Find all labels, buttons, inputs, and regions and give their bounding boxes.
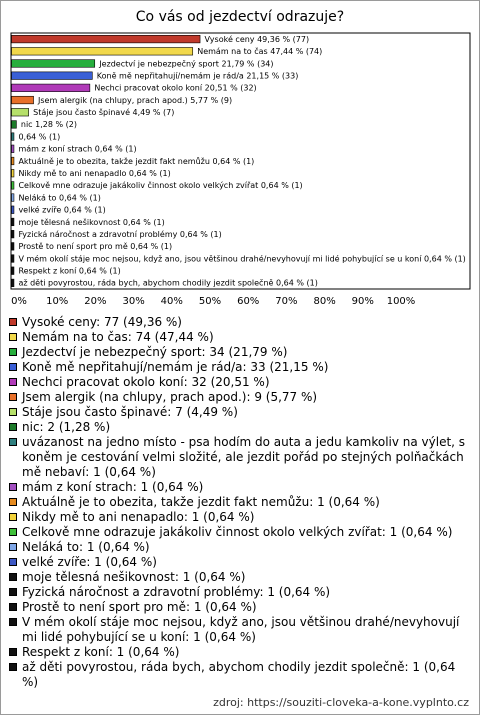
bar-label: Jezdectví je nebezpečný sport 21,79 % (34) — [99, 59, 274, 69]
tick-label: 100% — [386, 296, 416, 307]
legend-label: nic: 2 (1,28 %) — [22, 420, 111, 434]
legend-item — [9, 315, 471, 330]
bar — [12, 243, 14, 251]
legend-item — [9, 615, 471, 645]
legend-label: V mém okolí stáje moc nejsou, když ano, jsou většinou drahé/nevyhovují mi lidé pohybující se u koní: 1 (0,64 %) — [22, 615, 460, 644]
bar-label: Nechci pracovat okolo koní 20,51 % (32) — [94, 83, 257, 93]
legend-swatch — [9, 648, 17, 656]
legend-label: Koně mě nepřitahují/nemám je rád/a: 33 (21,15 %) — [22, 360, 329, 374]
legend-item — [9, 360, 471, 375]
bar — [12, 218, 14, 226]
legend-label: Fyzická náročnost a zdravotní problémy: 1 (0,64 %) — [22, 585, 331, 599]
bar-chart — [1, 1, 479, 313]
bar — [12, 255, 14, 263]
legend-swatch — [9, 348, 17, 356]
source-note: zdroj: https://souziti-cloveka-a-kone.vyplnto.cz — [213, 696, 469, 709]
legend-item — [9, 570, 471, 585]
chart-title: Co vás od jezdectví odrazuje? — [135, 9, 345, 25]
legend-label: Prostě to není sport pro mě: 1 (0,64 %) — [22, 600, 257, 614]
bar — [12, 84, 90, 92]
bar — [12, 96, 34, 104]
legend-item — [9, 600, 471, 615]
bar-label: Nemám na to čas 47,44 % (74) — [197, 47, 323, 57]
bar — [12, 60, 95, 68]
legend-label: až děti povyrostou, ráda bych, abychom chodily jezdit společně: 1 (0,64 %) — [22, 660, 456, 689]
bar-label: Fyzická náročnost a zdravotní problémy 0,64 % (1) — [18, 229, 222, 239]
bar-label: Neláká to 0,64 % (1) — [18, 193, 101, 203]
legend-label: velké zvíře: 1 (0,64 %) — [22, 555, 157, 569]
legend-swatch — [9, 423, 17, 431]
bar — [12, 206, 14, 214]
legend-swatch — [9, 498, 17, 506]
legend-item — [9, 555, 471, 570]
tick-label: 30% — [122, 296, 145, 307]
legend-item — [9, 510, 471, 525]
bar — [12, 182, 14, 190]
bar-label: nic 1,28 % (2) — [20, 120, 77, 130]
bar-label: moje tělesná nešikovnost 0,64 % (1) — [18, 217, 165, 227]
legend-item — [9, 660, 471, 690]
tick-label: 90% — [351, 296, 374, 307]
bar-label: Jsem alergik (na chlupy, prach apod.) 5,77 % (9) — [38, 95, 233, 105]
legend-swatch — [9, 363, 17, 371]
legend-label: Neláká to: 1 (0,64 %) — [22, 540, 150, 554]
legend-label: Vysoké ceny: 77 (49,36 %) — [22, 315, 182, 329]
legend-swatch — [9, 513, 17, 521]
legend-swatch — [9, 333, 17, 341]
legend — [9, 315, 471, 690]
legend-label: Jezdectví je nebezpečný sport: 34 (21,79 %) — [22, 345, 288, 359]
tick-label: 20% — [84, 296, 107, 307]
bar — [12, 35, 201, 43]
legend-swatch — [9, 528, 17, 536]
legend-swatch — [9, 588, 17, 596]
legend-label: Nemám na to čas: 74 (47,44 %) — [22, 330, 214, 344]
legend-label: Respekt z koní: 1 (0,64 %) — [22, 645, 180, 659]
tick-label: 80% — [313, 296, 336, 307]
bar — [12, 108, 29, 116]
bar — [12, 267, 14, 275]
legend-item — [9, 495, 471, 510]
legend-item — [9, 390, 471, 405]
legend-item — [9, 330, 471, 345]
legend-item — [9, 420, 471, 435]
legend-swatch — [9, 618, 17, 626]
legend-swatch — [9, 603, 17, 611]
legend-label: mám z koní strach: 1 (0,64 %) — [22, 480, 204, 494]
legend-item — [9, 645, 471, 660]
legend-swatch — [9, 378, 17, 386]
bar — [12, 133, 14, 141]
bar-label: Aktuálně je to obezita, takže jezdit fakt nemůžu 0,64 % (1) — [18, 156, 255, 166]
legend-label: Aktuálně je to obezita, takže jezdit fakt nemůžu: 1 (0,64 %) — [22, 495, 380, 509]
legend-swatch — [9, 558, 17, 566]
bar — [12, 72, 93, 80]
legend-item — [9, 405, 471, 420]
bar-label: Respekt z koní 0,64 % (1) — [18, 266, 121, 276]
legend-swatch — [9, 408, 17, 416]
legend-label: Nechci pracovat okolo koní: 32 (20,51 %) — [22, 375, 270, 389]
bar-label: velké zvíře 0,64 % (1) — [18, 205, 106, 215]
bar-label: Stáje jsou často špinavé 4,49 % (7) — [33, 108, 175, 118]
bar-label: 0,64 % (1) — [18, 132, 61, 142]
bar-label: V mém okolí stáje moc nejsou, když ano, jsou většinou drahé/nevyhovují mi lidé pohybující se u koní 0,64 % (1) — [18, 254, 466, 264]
legend-item — [9, 525, 471, 540]
legend-swatch — [9, 393, 17, 401]
tick-label: 70% — [275, 296, 298, 307]
bar-label: až děti povyrostou, ráda bych, abychom chodily jezdit společně 0,64 % (1) — [18, 278, 318, 288]
legend-item — [9, 375, 471, 390]
bar — [12, 157, 14, 165]
bar-label: Celkově mne odrazuje jakákoliv činnost okolo velkých zvířat 0,64 % (1) — [18, 181, 303, 191]
legend-label: moje tělesná nešikovnost: 1 (0,64 %) — [22, 570, 246, 584]
tick-label: 50% — [198, 296, 222, 307]
tick-label: 60% — [237, 296, 260, 307]
bar-label: Nikdy mě to ani nenapadlo 0,64 % (1) — [18, 168, 171, 178]
tick-label: 10% — [46, 296, 69, 307]
legend-item — [9, 540, 471, 555]
bar — [12, 230, 14, 238]
bar — [12, 279, 14, 287]
legend-label: Stáje jsou často špinavé: 7 (4,49 %) — [22, 405, 238, 419]
legend-item — [9, 345, 471, 360]
legend-swatch — [9, 663, 17, 671]
legend-label: Celkově mne odrazuje jakákoliv činnost okolo velkých zvířat: 1 (0,64 %) — [22, 525, 453, 539]
bar-label: Koně mě nepřitahují/nemám je rád/a 21,15 % (33) — [96, 71, 299, 81]
bar-label: Vysoké ceny 49,36 % (77) — [204, 34, 310, 44]
legend-item — [9, 435, 471, 480]
legend-swatch — [9, 438, 17, 446]
bar — [12, 169, 14, 177]
tick-label: 0% — [11, 296, 27, 307]
bar — [12, 48, 193, 56]
bar — [12, 145, 14, 153]
legend-label: Jsem alergik (na chlupy, prach apod.): 9 (5,77 %) — [22, 390, 318, 404]
legend-item — [9, 480, 471, 495]
legend-swatch — [9, 483, 17, 491]
legend-swatch — [9, 543, 17, 551]
tick-label: 40% — [160, 296, 183, 307]
legend-swatch — [9, 318, 17, 326]
legend-item — [9, 585, 471, 600]
bar — [12, 121, 17, 129]
bar-label: Prostě to není sport pro mě 0,64 % (1) — [18, 242, 173, 252]
legend-swatch — [9, 573, 17, 581]
bar — [12, 194, 14, 202]
legend-label: uvázanost na jedno místo - psa hodím do auta a jedu kamkoliv na výlet, s koněm je cestování velmi složité, ale jezdit pořád po stejných polňačkách mě nebaví: 1 (0,64 %) — [22, 435, 466, 479]
bar-label: mám z koní strach 0,64 % (1) — [18, 144, 137, 154]
legend-label: Nikdy mě to ani nenapadlo: 1 (0,64 %) — [22, 510, 255, 524]
